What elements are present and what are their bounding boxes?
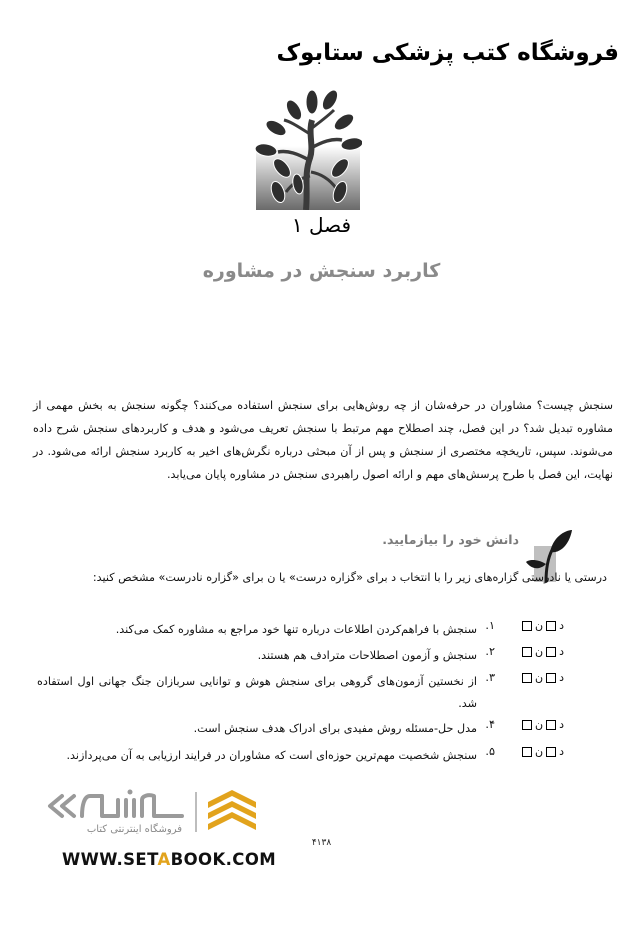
answer-options (512, 745, 564, 758)
option-false-label: ن (535, 718, 544, 731)
option-true-label: د (559, 671, 564, 684)
option-true-label: د (559, 745, 564, 758)
chapter-title: کاربرد سنجش در مشاوره (202, 260, 441, 282)
option-true-label: د (559, 645, 564, 658)
true-checkbox[interactable] (546, 747, 556, 757)
quiz-instructions: درستی یا نادرستی گزاره‌های زیر را با انتخاب د برای «گزاره درست» یا ن برای «گزاره نادرست» مشخص کنید: (92, 571, 607, 584)
quiz-item (0, 745, 643, 765)
website-url (62, 850, 276, 869)
chapter-number: فصل ۱ (291, 213, 352, 237)
quiz-item (0, 645, 643, 665)
option-false-label: ن (535, 671, 544, 684)
answer-options (512, 671, 564, 684)
page-number: ۴۱۳۸ (311, 838, 332, 848)
quiz-item-number: ۱. (485, 619, 495, 632)
setabook-logo (42, 786, 282, 838)
quiz-item-text: سنجش با فراهم‌کردن اطلاعات درباره تنها خود مراجع به مشاوره کمک می‌کند. (115, 623, 477, 636)
quiz-item-text: سنجش و آزمون اصطلاحات مترادف هم هستند. (257, 649, 477, 662)
true-checkbox[interactable] (546, 673, 556, 683)
intro-paragraph: سنجش چیست؟ مشاوران در حرفه‌شان از چه روش‌هایی برای سنجش استفاده می‌کنند؟ چگونه سنجش به بخش مهمی از مشاوره تبدیل شد؟ در این فصل، چند اصطلاح مهم مرتبط با سنجش تعریف می‌شود و هدف و کاربردهای سنجش شرح داده می‌شوند. سپس، تاریخچه مختصری از سنجش و پس از آن مبحثی درباره نگرش‌های اخیر به کاربرد سنجش ارائه می‌شود. در نهایت، این فصل با طرح پرسش‌های مهم و ارائه اصول راهبردی سنجش در مشاوره پایان می‌یابد. (33, 399, 613, 481)
option-false-label: ن (535, 619, 544, 632)
false-checkbox[interactable] (522, 747, 532, 757)
url-suffix: BOOK.COM (170, 850, 277, 869)
quiz-item-text: از نخستین آزمون‌های گروهی برای سنجش هوش و توانایی سربازان جنگ جهانی اول استفاده شد. (37, 675, 477, 710)
url-highlight: A (157, 850, 171, 869)
false-checkbox[interactable] (522, 647, 532, 657)
option-false-label: ن (535, 745, 544, 758)
false-checkbox[interactable] (522, 673, 532, 683)
quiz-item (0, 718, 643, 738)
answer-options (512, 718, 564, 731)
quiz-item-text: سنجش شخصیت مهم‌ترین حوزه‌ای است که مشاوران در فرایند ارزیابی به آن می‌پردازند. (66, 749, 477, 762)
quiz-item (0, 619, 643, 639)
quiz-item-number: ۲. (485, 645, 495, 658)
false-checkbox[interactable] (522, 720, 532, 730)
option-true-label: د (559, 619, 564, 632)
store-header-title: فروشگاه کتب پزشکی ستابوک (276, 40, 619, 66)
quiz-heading: دانش خود را بیازمایید. (382, 532, 519, 547)
option-true-label: د (559, 718, 564, 731)
true-checkbox[interactable] (546, 621, 556, 631)
true-checkbox[interactable] (546, 647, 556, 657)
option-false-label: ن (535, 645, 544, 658)
url-prefix: WWW.SET (62, 850, 158, 869)
answer-options (512, 645, 564, 658)
quiz-item-number: ۴. (485, 718, 495, 731)
brand-subtitle: فروشگاه اینترنتی کتاب (86, 824, 182, 835)
false-checkbox[interactable] (522, 621, 532, 631)
answer-options (512, 619, 564, 632)
quiz-item (0, 671, 643, 710)
quiz-item-number: ۵. (485, 745, 495, 758)
tree-icon (254, 88, 362, 210)
quiz-item-number: ۳. (485, 671, 495, 684)
true-checkbox[interactable] (546, 720, 556, 730)
quiz-item-text: مدل حل-مسئله روش مفیدی برای ادراک هدف سنجش است. (193, 722, 477, 735)
